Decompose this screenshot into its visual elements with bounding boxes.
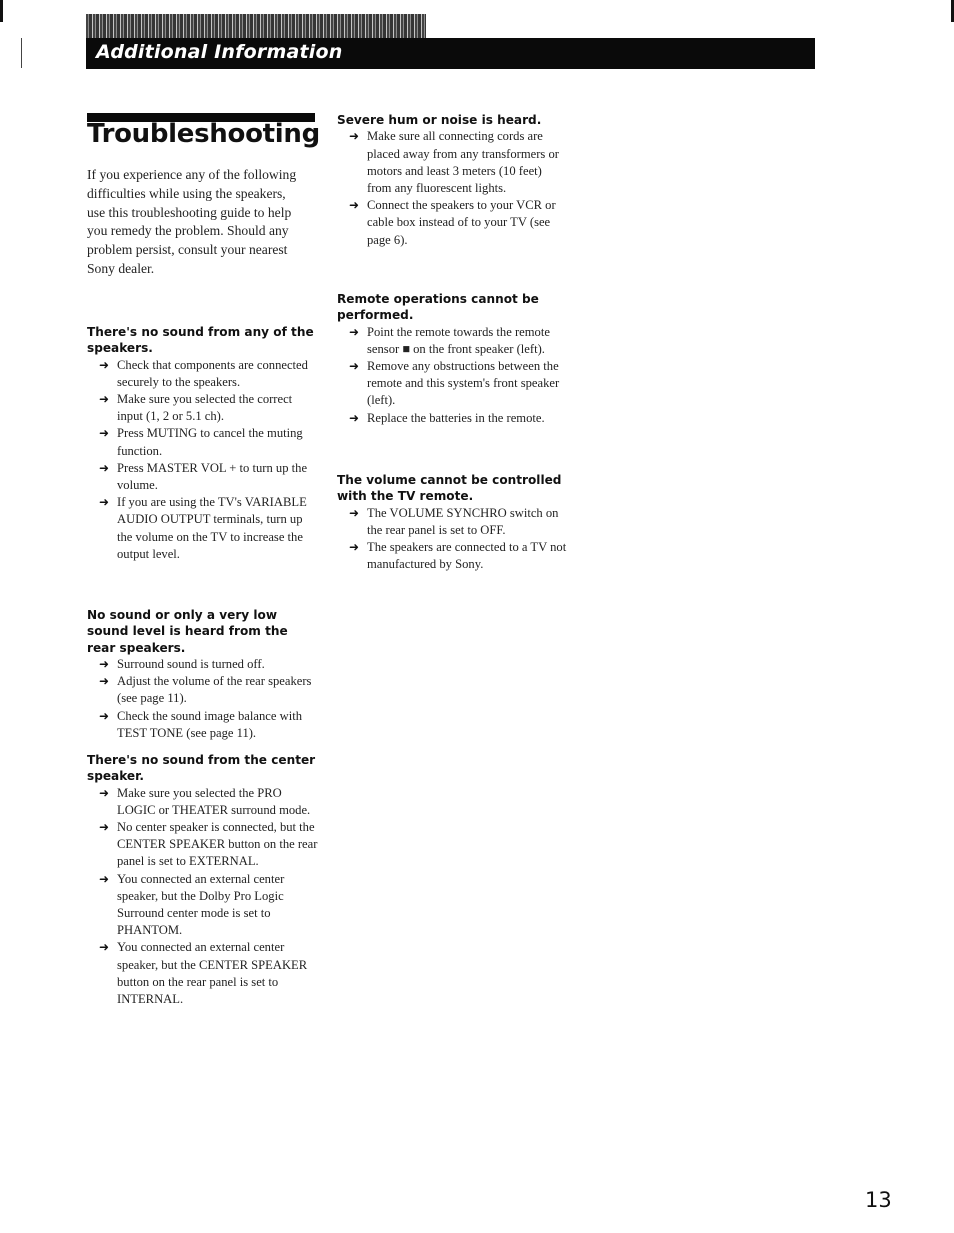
arrow-right-icon: ➜: [99, 460, 110, 475]
arrow-right-icon: ➜: [99, 871, 110, 886]
answer-item: [87, 939, 319, 1008]
answer-text: You connected an external center speaker, but the Dolby Pro Logic Surround center mode is set to PHANTOM.: [117, 871, 285, 938]
answer-text: Check that components are connected securely to the speakers.: [117, 357, 308, 389]
answer-item: [87, 708, 319, 742]
answer-text: Check the sound image balance with TEST TONE (see page 11).: [117, 708, 303, 740]
answer-text: Surround sound is turned off.: [117, 656, 265, 671]
arrow-right-icon: ➜: [349, 505, 360, 520]
section-question: No sound or only a very low sound level is heard from the rear speakers.: [87, 608, 288, 655]
answer-text: The VOLUME SYNCHRO switch on the rear panel is set to OFF.: [367, 505, 559, 537]
answer-text: The speakers are connected to a TV not manufactured by Sony.: [367, 540, 567, 572]
arrow-right-icon: ➜: [349, 198, 360, 213]
arrow-right-icon: ➜: [99, 656, 110, 671]
answer-item: [337, 197, 569, 249]
answer-text: Remove any obstructions between the remote and this system's front speaker (left).: [367, 359, 560, 408]
answer-item: [337, 324, 569, 358]
left-section-1: [87, 324, 319, 563]
page-title: Troubleshooting: [87, 119, 320, 149]
arrow-right-icon: ➜: [99, 495, 110, 510]
section-question: Severe hum or noise is heard.: [337, 113, 542, 127]
right-section-2: [337, 291, 569, 427]
arrow-right-icon: ➜: [99, 357, 110, 372]
arrow-right-icon: ➜: [99, 785, 110, 800]
answer-text: If you are using the TV's VARIABLE AUDIO OUTPUT terminals, turn up the volume on the TV to increase the output level.: [117, 495, 307, 561]
answer-item: [87, 673, 319, 707]
answer-text: No center speaker is connected, but the CENTER SPEAKER button on the rear panel is set to EXTERNAL.: [117, 820, 318, 869]
crop-mark-left: [0, 0, 3, 22]
section-question: There's no sound from the center speaker.: [87, 753, 316, 784]
answer-item: [87, 460, 319, 494]
answer-item: [337, 505, 569, 539]
answer-item: [87, 871, 319, 940]
left-section-2: [87, 607, 319, 742]
answer-item: [337, 128, 569, 197]
section-question: Remote operations cannot be performed.: [337, 292, 539, 323]
arrow-right-icon: ➜: [99, 708, 110, 723]
arrow-right-icon: ➜: [349, 129, 360, 144]
answer-item: [87, 357, 319, 391]
section-title: Additional Information: [96, 41, 343, 63]
section-header-bar: [86, 38, 815, 69]
right-section-1: [337, 112, 569, 249]
answer-item: [87, 494, 319, 563]
arrow-right-icon: ➜: [99, 820, 110, 834]
answer-text: Make sure you selected the correct input (1, 2 or 5.1 ch).: [117, 392, 293, 424]
left-section-3: [87, 752, 319, 1008]
answer-text: You connected an external center speaker, but the CENTER SPEAKER button on the rear panel is set to INTERNAL.: [117, 940, 308, 1007]
answer-text: Adjust the volume of the rear speakers (see page 11).: [117, 674, 312, 706]
answer-item: [87, 656, 319, 673]
right-section-3: [337, 472, 569, 573]
answer-text: Replace the batteries in the remote.: [367, 410, 545, 425]
answer-list: [87, 357, 319, 563]
arrow-right-icon: ➜: [349, 324, 360, 339]
arrow-right-icon: ➜: [99, 426, 110, 441]
answer-item: [337, 358, 569, 410]
arrow-right-icon: ➜: [99, 392, 110, 406]
answer-item: [87, 391, 319, 425]
answer-item: [337, 410, 569, 427]
arrow-right-icon: ➜: [349, 359, 360, 373]
answer-item: [337, 539, 569, 573]
arrow-right-icon: ➜: [349, 410, 360, 425]
answer-item: [87, 819, 319, 871]
answer-item: [87, 785, 319, 819]
answer-text: Make sure all connecting cords are placed away from any transformers or motors and least 3 meters (10 feet) from any fluorescent lights.: [367, 129, 559, 195]
section-question: There's no sound from any of the speakers.: [87, 325, 314, 356]
page-number: 13: [865, 1188, 892, 1212]
answer-text: Press MUTING to cancel the muting function.: [117, 426, 303, 458]
answer-text: Connect the speakers to your VCR or cable box instead of to your TV (see page 6).: [367, 198, 556, 247]
section-question: The volume cannot be controlled with the TV remote.: [337, 473, 562, 504]
header-texture: [86, 14, 426, 40]
arrow-right-icon: ➜: [349, 540, 360, 554]
intro-paragraph: If you experience any of the following difficulties while using the speakers, use this troubleshooting guide to help you remedy the problem. Should any problem persist, consult your nearest Sony dealer.: [87, 167, 297, 276]
answer-text: Point the remote towards the remote sensor ■ on the front speaker (left).: [367, 324, 550, 356]
answer-item: [87, 425, 319, 459]
arrow-right-icon: ➜: [99, 940, 110, 955]
answer-text: Press MASTER VOL + to turn up the volume.: [117, 460, 308, 493]
arrow-right-icon: ➜: [99, 674, 110, 689]
answer-text: Make sure you selected the PRO LOGIC or THEATER surround mode.: [117, 785, 311, 817]
margin-rule: [21, 38, 22, 68]
